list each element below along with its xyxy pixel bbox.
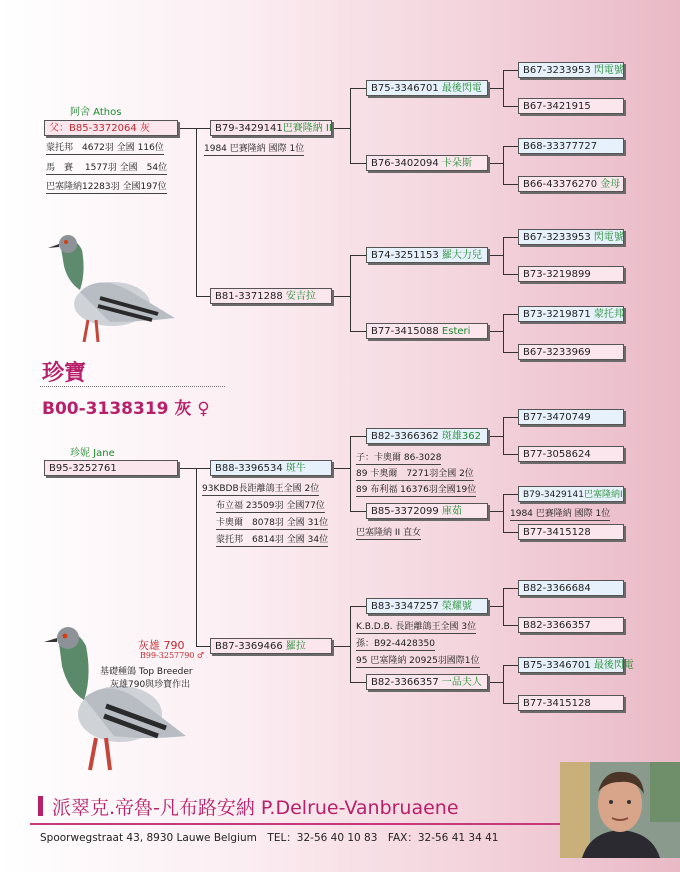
gen4-5-name: 閃電號	[593, 232, 624, 243]
gen4-9[interactable]	[518, 409, 624, 425]
pigeon-hen-image	[40, 232, 180, 352]
breeder-name: 派翠克.帝魯-凡布路安納 P.Delrue-Vanbruaene	[52, 797, 459, 819]
gen4-4-name: 金母	[600, 179, 621, 190]
gen4-7[interactable]	[518, 306, 624, 322]
gen3-ssd-ring: B76-3402094	[371, 158, 439, 169]
gen3-sds-name: 羅大力兒	[441, 250, 482, 261]
breeder-photo	[560, 762, 680, 858]
gen3-ddd[interactable]	[366, 674, 488, 690]
gen4-2-ring: B67-3421915	[523, 101, 591, 112]
gen2-ds-note-3: 卡奧爾 8078羽 全國 31位	[216, 515, 328, 530]
gen3-dds[interactable]	[366, 598, 488, 614]
gen2-ss-note: 1984 巴賽隆納 國際 1位	[204, 141, 304, 156]
gen2-ds-note-2: 布立福 23509羽 全國77位	[216, 498, 325, 513]
gen4-11[interactable]	[518, 486, 624, 502]
gen3-sdd-name: Esteri	[441, 326, 471, 337]
gen3-dds-ring: B83-3347257	[371, 601, 439, 612]
gen3-sds-ring: B74-3251153	[371, 250, 439, 261]
breeder-line-2: 灰雄790與珍寶作出	[110, 680, 191, 690]
main-bird-ring: B00-3138319 灰 ♀	[42, 399, 210, 419]
breeder-title: 灰雄 790	[138, 639, 185, 652]
sire-box[interactable]	[44, 120, 178, 136]
main-divider	[40, 386, 225, 387]
gen4-15-ring: B75-3346701	[523, 660, 591, 671]
gen4-11-name: 巴塞隆納II	[583, 490, 626, 500]
breeder-line-1: 基礎種鴿 Top Breeder	[100, 667, 193, 677]
gen4-8[interactable]	[518, 344, 624, 360]
gen3-sdd-ring: B77-3415088	[371, 326, 439, 337]
gen4-16[interactable]	[518, 695, 624, 711]
gen4-14[interactable]	[518, 617, 624, 633]
sire-ring: B85-3372064	[69, 123, 137, 134]
gen4-8-ring: B67-3233969	[523, 347, 591, 358]
gen3-dsd[interactable]	[366, 503, 488, 519]
gen3-sss-name: 最後閃電	[441, 83, 482, 94]
gen4-15-name: 最後閃電	[593, 660, 634, 671]
gen4-13-ring: B82-3366684	[523, 583, 591, 594]
gen3-dss-note-1: 子：卡奧爾 86-3028	[356, 450, 441, 465]
gen4-1[interactable]	[518, 62, 624, 78]
sire-color: 灰	[139, 123, 150, 134]
dam-name: 珍妮 Jane	[70, 448, 115, 459]
gen3-dss-note-2: 89 卡奧爾 7271羽全國 2位	[356, 466, 474, 481]
gen4-10-ring: B77-3058624	[523, 449, 591, 460]
gen2-sire-sire[interactable]	[210, 120, 332, 136]
gen4-4[interactable]	[518, 176, 624, 192]
gen3-ssd-name: 卡朵斯	[441, 158, 472, 169]
gen3-dsd-note: 巴塞隆納 II 直女	[356, 525, 421, 540]
gen2-sd-name: 安吉拉	[285, 291, 316, 302]
dam-box[interactable]	[44, 460, 178, 476]
gen3-dds-note-3: 95 巴塞隆納 20925羽國際1位	[356, 653, 480, 668]
gen4-12[interactable]	[518, 524, 624, 540]
sire-name: 阿舍 Athos	[70, 107, 122, 118]
gen4-6[interactable]	[518, 266, 624, 282]
gen3-dds-note-2: 孫：B92-4428350	[356, 636, 435, 651]
gen3-dds-name: 榮耀號	[441, 601, 472, 612]
gen3-dss-name: 斑雄362	[441, 431, 482, 442]
gen3-dss[interactable]	[366, 428, 488, 444]
gen4-11-ring: B79-3429141	[523, 490, 584, 500]
gen4-11-note: 1984 巴賽隆納 國際 1位	[510, 506, 610, 521]
breeder-ring: B99-3257790 ♂	[140, 651, 205, 660]
gen4-16-ring: B77-3415128	[523, 698, 591, 709]
gen4-5[interactable]	[518, 229, 624, 245]
gen2-ds-note-1: 93KBDB長距離鴿王全國 2位	[202, 481, 319, 496]
gen3-dsd-ring: B85-3372099	[371, 506, 439, 517]
gen4-9-ring: B77-3470749	[523, 412, 591, 423]
gen3-ssd[interactable]	[366, 155, 488, 171]
gen4-3[interactable]	[518, 138, 624, 154]
sire-result-2: 馬 賽 1577羽 全國 54位	[46, 160, 167, 175]
gen3-ddd-ring: B82-3366357	[371, 677, 439, 688]
gen3-sss-ring: B75-3346701	[371, 83, 439, 94]
gen2-dam-dam[interactable]	[210, 638, 332, 654]
gen4-12-ring: B77-3415128	[523, 527, 591, 538]
gen2-dd-name: 羅拉	[285, 641, 306, 652]
gen4-10[interactable]	[518, 446, 624, 462]
sire-result-3: 巴塞隆納12283羽 全國197位	[46, 179, 167, 194]
gen2-sd-ring: B81-3371288	[215, 291, 283, 302]
gen4-7-ring: B73-3219871	[523, 309, 591, 320]
gen4-14-ring: B82-3366357	[523, 620, 591, 631]
gen3-dsd-name: 庫茹	[441, 506, 462, 517]
gen4-3-ring: B68-33377727	[523, 141, 598, 152]
gen2-dd-ring: B87-3369466	[215, 641, 283, 652]
footer-accent-bar	[38, 796, 43, 816]
footer-address: Spoorwegstraat 43, 8930 Lauwe Belgium TEL：32-56 40 10 83 FAX：32-56 41 34 41	[40, 832, 499, 844]
sire-result-1: 蒙托邦 4672羽 全國 116位	[46, 140, 164, 155]
main-bird-name: 珍寶	[42, 361, 87, 386]
sire-prefix: 父：	[49, 123, 69, 134]
gen2-ss-name: 巴賽隆納 II	[282, 123, 332, 134]
gen2-ss-ring: B79-3429141	[215, 123, 283, 134]
gen3-sds[interactable]	[366, 247, 488, 263]
gen4-7-name: 蒙托邦	[593, 309, 624, 320]
gen2-ds-name: 斑牛	[285, 463, 306, 474]
gen3-dds-note-1: K.B.D.B. 長距離鴿王全國 3位	[356, 619, 476, 634]
gen3-sdd[interactable]	[366, 323, 488, 339]
gen4-6-ring: B73-3219899	[523, 269, 591, 280]
footer-divider	[30, 823, 560, 825]
gen2-ds-ring: B88-3396534	[215, 463, 283, 474]
gen2-dam-sire[interactable]	[210, 460, 332, 476]
gen4-15[interactable]	[518, 657, 634, 673]
gen4-2[interactable]	[518, 98, 624, 114]
gen2-sire-dam[interactable]	[210, 288, 332, 304]
gen4-1-ring: B67-3233953	[523, 65, 591, 76]
gen4-4-ring: B66-43376270	[523, 179, 598, 190]
gen4-13[interactable]	[518, 580, 624, 596]
gen3-ddd-name: 一品夫人	[441, 677, 482, 688]
gen3-dss-ring: B82-3366362	[371, 431, 439, 442]
gen4-5-ring: B67-3233953	[523, 232, 591, 243]
gen2-ds-note-4: 蒙托邦 6814羽 全國 34位	[216, 532, 328, 547]
gen3-sss[interactable]	[366, 80, 488, 96]
gen3-dss-note-3: 89 布利福 16376羽全國19位	[356, 482, 476, 497]
dam-ring: B95-3252761	[49, 463, 117, 474]
gen4-1-name: 閃電號	[593, 65, 624, 76]
